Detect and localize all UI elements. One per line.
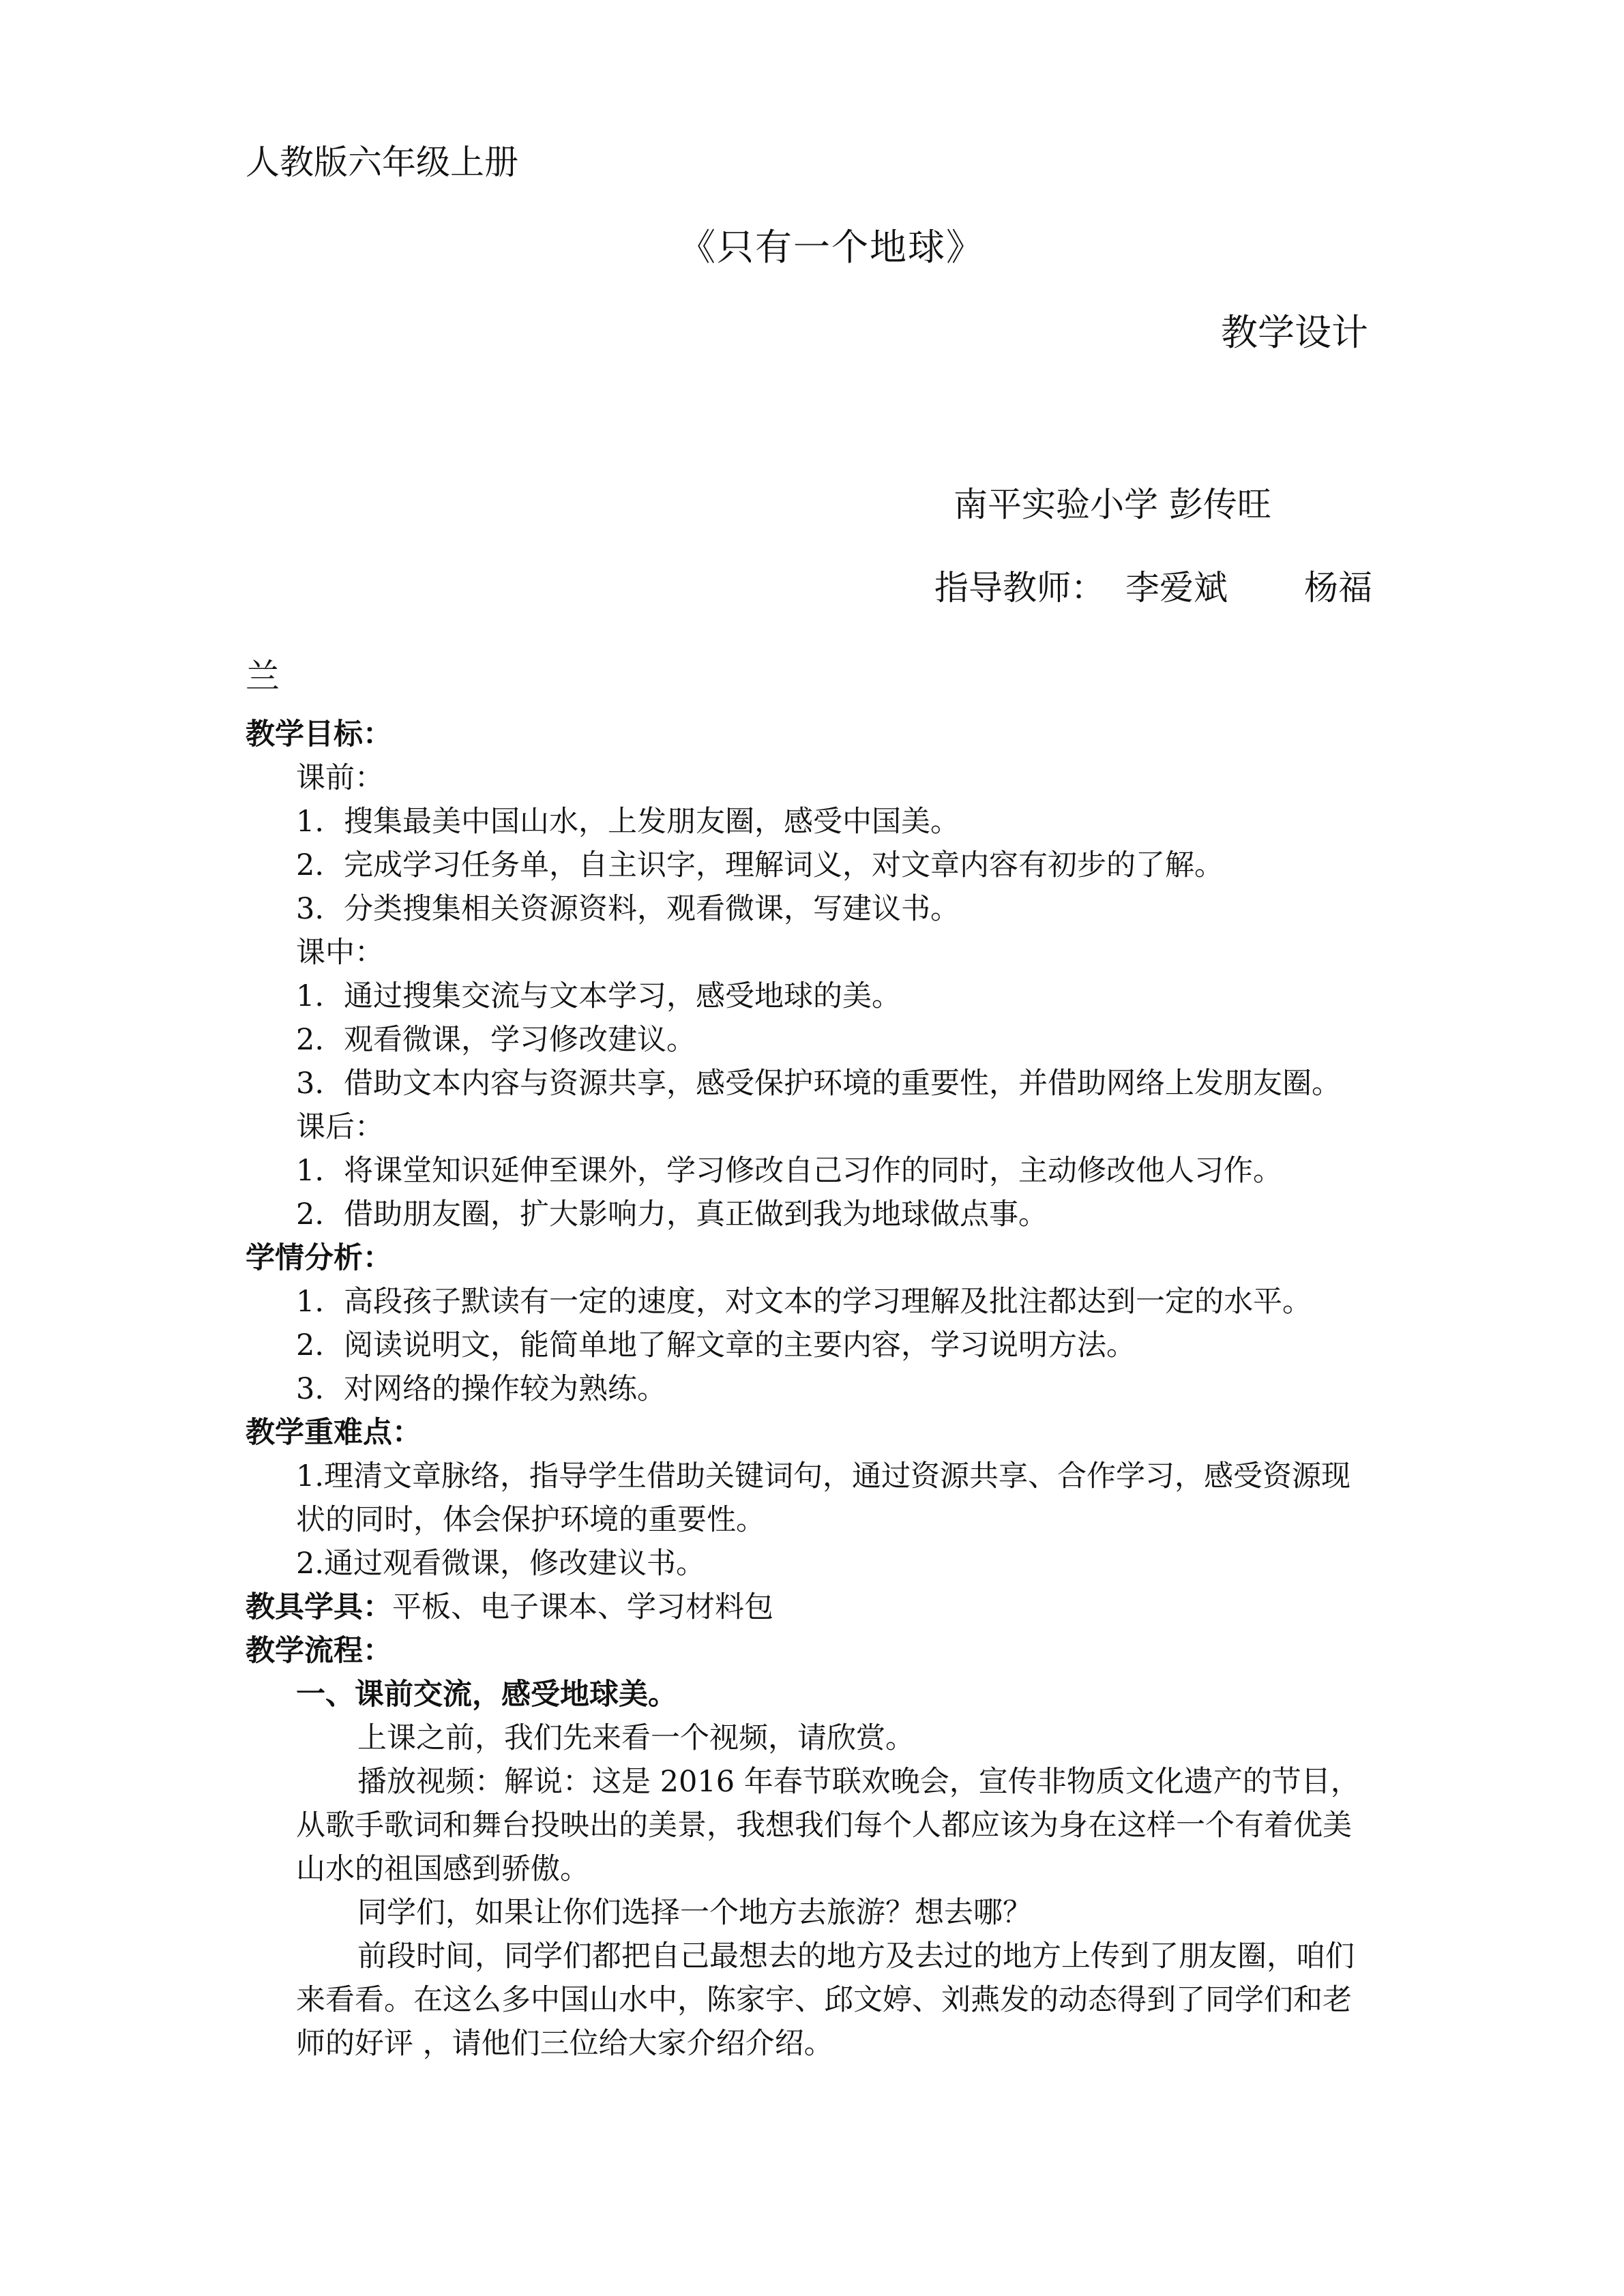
list-item: 3. 对网络的操作较为熟练。 (296, 1372, 666, 1406)
during-class-label: 课中： (296, 936, 384, 970)
list-item: 2. 借助朋友圈，扩大影响力，真正做到我为地球做点事。 (296, 1197, 1048, 1232)
advisor-name-2-wrap: 兰 (246, 657, 280, 696)
keypoint-2: 2.通过观看微课，修改建议书。 (296, 1547, 706, 1581)
keypoint-1: 1.理清文章脉络，指导学生借助关键词句，通过资源共享、合作学习，感受资源现状的同时，体会保护环境的重要性。 (296, 1459, 1351, 1537)
tools-label: 教具学具： (246, 1590, 392, 1624)
objectives-heading: 教学目标： (246, 717, 392, 751)
document-body (246, 713, 1378, 2066)
process-heading: 教学流程： (246, 1634, 392, 1668)
page-subtitle: 教学设计 (1221, 311, 1368, 354)
list-item: 1. 搜集最美中国山水，上发朋友圈，感受中国美。 (296, 805, 960, 839)
paragraph: 同学们，如果让你们选择一个地方去旅游？想去哪？ (357, 1896, 1032, 1930)
tools-line (246, 1585, 1378, 1629)
after-class-label: 课后： (296, 1110, 384, 1144)
list-item: 2. 观看微课，学习修改建议。 (296, 1023, 696, 1057)
process-section-1: 一、课前交流，感受地球美。 (296, 1678, 677, 1712)
paragraph: 上课之前，我们先来看一个视频，请欣赏。 (357, 1721, 915, 1755)
edition-label: 人教版六年级上册 (246, 143, 518, 182)
paragraph: 前段时间，同学们都把自己最想去的地方及去过的地方上传到了朋友圈，咱们来看看。在这么多中国山水中，陈家宇、邱文婷、刘燕发的动态得到了同学们和老师的好评 ，请他们三位给大家介绍介绍。 (296, 1939, 1355, 2061)
keypoints-heading: 教学重难点： (246, 1416, 422, 1450)
list-item: 2. 完成学习任务单，自主识字，理解词义，对文章内容有初步的了解。 (296, 848, 1224, 882)
list-item: 1. 将课堂知识延伸至课外，学习修改自己习作的同时，主动修改他人习作。 (296, 1154, 1282, 1188)
list-item: 3. 借助文本内容与资源共享，感受保护环境的重要性，并借助网络上发朋友圈。 (296, 1067, 1341, 1101)
page-title: 《只有一个地球》 (679, 226, 984, 269)
advisor-name-1: 李爱斌 (1125, 568, 1228, 608)
list-item: 2. 阅读说明文，能简单地了解文章的主要内容，学习说明方法。 (296, 1328, 1136, 1362)
advisor-name-2: 杨福 (1304, 568, 1372, 608)
author-line: 南平实验小学 彭传旺 (954, 485, 1271, 524)
before-class-label: 课前： (296, 761, 384, 795)
paragraph: 播放视频：解说：这是 2016 年春节联欢晚会，宣传非物质文化遗产的节目，从歌手歌词和舞台投映出的美景，我想我们每个人都应该为身在这样一个有着优美山水的祖国感到骄傲。 (296, 1765, 1360, 1886)
advisor-label: 指导教师： (934, 568, 1105, 608)
list-item: 3. 分类搜集相关资源资料，观看微课，写建议书。 (296, 892, 960, 926)
list-item: 1. 通过搜集交流与文本学习，感受地球的美。 (296, 979, 901, 1013)
analysis-heading: 学情分析： (246, 1241, 392, 1275)
list-item: 1. 高段孩子默读有一定的速度，对文本的学习理解及批注都达到一定的水平。 (296, 1285, 1312, 1319)
tools-text: 平板、电子课本、学习材料包 (392, 1590, 773, 1624)
